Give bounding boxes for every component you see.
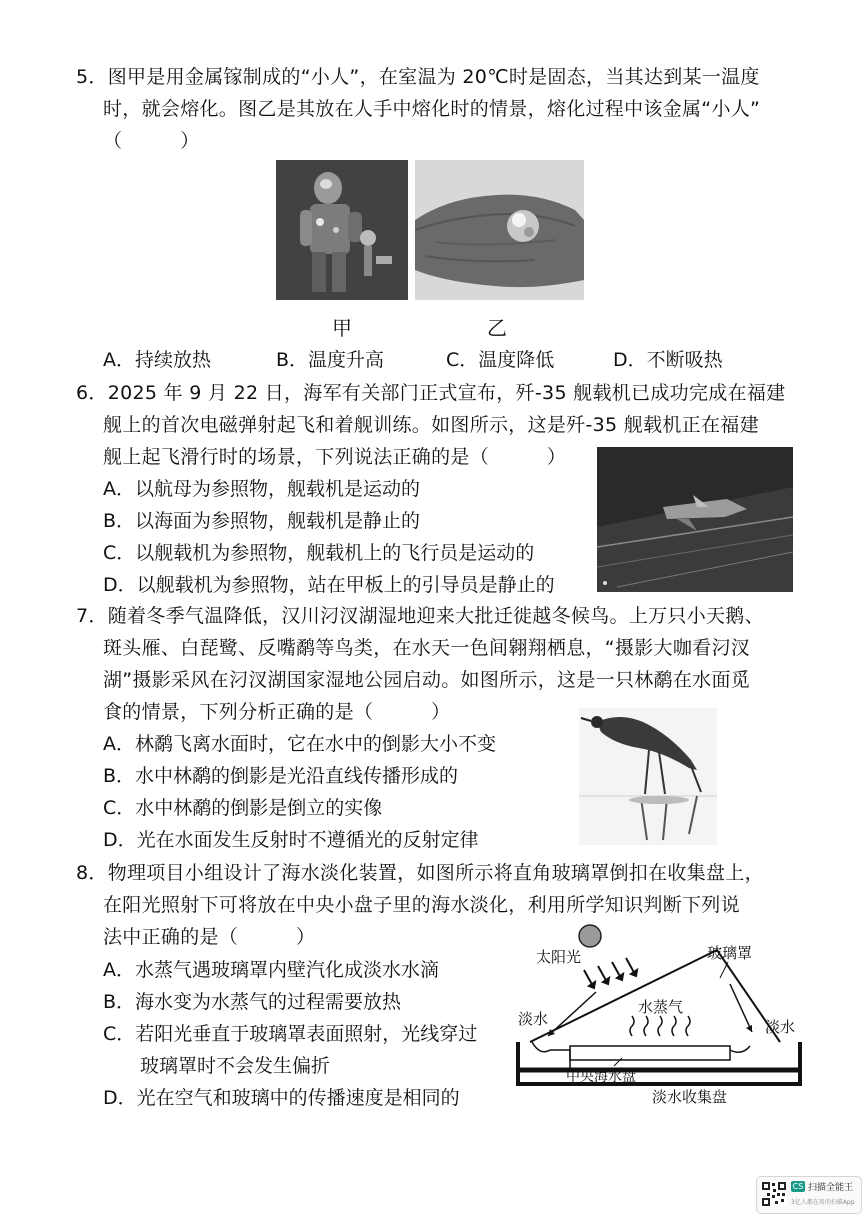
carrier-jet-photo [597, 447, 793, 592]
q8-option-c-continued: 玻璃罩时不会发生偏折 [140, 1055, 331, 1077]
q6-option-b[interactable]: B．以海面为参照物，舰载机是静止的 [103, 510, 421, 532]
q5-option-c[interactable]: C．温度降低 [446, 349, 555, 371]
q8-option-d[interactable]: D．光在空气和玻璃中的传播速度是相同的 [103, 1087, 460, 1109]
desalination-diagram [510, 920, 810, 1110]
q7-stem-line3: 湖”摄影采风在汈汊湖国家湿地公园启动。如图所示，这是一只林鹬在水面觅 [103, 669, 751, 691]
q7-option-c[interactable]: C．水中林鹬的倒影是倒立的实像 [103, 797, 383, 819]
q6-stem-line2: 舰上的首次电磁弹射起飞和着舰训练。如图所示，这是歼-35 舰载机正在福建 [103, 414, 759, 436]
qr-code-icon [761, 1181, 787, 1207]
q6-option-a[interactable]: A．以航母为参照物，舰载机是运动的 [103, 478, 420, 500]
q5-answer-blank: （ ） [103, 130, 200, 152]
q8-option-c[interactable]: C．若阳光垂直于玻璃罩表面照射，光线穿过 [103, 1023, 478, 1045]
q8-stem-line2: 在阳光照射下可将放在中央小盘子里的海水淡化，利用所学知识判断下列说 [103, 894, 740, 916]
q6-option-d[interactable]: D．以舰载机为参照物，站在甲板上的引导员是静止的 [103, 574, 555, 596]
q7-option-b[interactable]: B．水中林鹬的倒影是光沿直线传播形成的 [103, 765, 459, 787]
label-vapor: 水蒸气 [638, 998, 684, 1016]
q6-option-c[interactable]: C．以舰载机为参照物，舰载机上的飞行员是运动的 [103, 542, 535, 564]
sandpiper-reflection-photo [579, 708, 717, 845]
sunlight-arrows [584, 958, 637, 988]
brand-icon: CS [792, 1182, 804, 1191]
q7-stem-line2: 斑头雁、白琵鹭、反嘴鹬等鸟类，在水天一色间翱翔栖息，“摄影大咖看汈汊 [103, 637, 751, 659]
badge-title: 扫描全能王 [808, 1183, 854, 1193]
gallium-figure-photo [276, 160, 408, 300]
scanner-watermark-badge [756, 1176, 862, 1214]
badge-subtitle: 3亿人都在用的扫描App [791, 1199, 855, 1206]
q8-stem-line3: 法中正确的是（ ） [103, 926, 316, 948]
q7-stem-line1: 7．随着冬季气温降低，汉川汈汊湖湿地迎来大批迁徙越冬候鸟。上万只小天鹅、 [76, 605, 764, 627]
q8-option-b[interactable]: B．海水变为水蒸气的过程需要放热 [103, 991, 402, 1013]
q5-option-b[interactable]: B．温度升高 [276, 349, 385, 371]
q7-option-a[interactable]: A．林鹬飞离水面时，它在水中的倒影大小不变 [103, 733, 496, 755]
q8-stem-line1: 8．物理项目小组设计了海水淡化装置，如图所示将直角玻璃罩倒扣在收集盘上， [76, 862, 764, 884]
q7-stem-line4: 食的情景，下列分析正确的是（ ） [103, 701, 451, 723]
q5-stem-line2: 时，就会熔化。图乙是其放在人手中熔化时的情景，熔化过程中该金属“小人” [103, 98, 761, 120]
label-collector-tray: 淡水收集盘 [652, 1088, 728, 1106]
figure-caption-yi: 乙 [487, 316, 507, 340]
melting-in-hand-photo [415, 160, 584, 300]
vapor-arrows [630, 1016, 690, 1036]
q5-option-d[interactable]: D．不断吸热 [613, 349, 723, 371]
q5-stem-line1: 5．图甲是用金属镓制成的“小人”，在室温为 20℃时是固态，当其达到某一温度 [76, 66, 760, 88]
q6-stem-line1: 6．2025 年 9 月 22 日，海军有关部门正式宣布，歼-35 舰载机已成功完成在福建 [76, 382, 786, 404]
label-center-dish: 中央海水盘 [566, 1069, 636, 1085]
label-sunlight: 太阳光 [536, 948, 582, 966]
label-glass-cover: 玻璃罩 [707, 944, 753, 962]
q6-stem-line3: 舰上起飞滑行时的场景，下列说法正确的是（ ） [103, 446, 567, 468]
q5-option-a[interactable]: A．持续放热 [103, 349, 211, 371]
label-fresh-water-right: 淡水 [765, 1018, 796, 1036]
q7-option-d[interactable]: D．光在水面发生反射时不遵循光的反射定律 [103, 829, 479, 851]
q8-option-a[interactable]: A．水蒸气遇玻璃罩内壁汽化成淡水水滴 [103, 959, 439, 981]
sun-icon [579, 925, 601, 947]
figure-caption-jia: 甲 [332, 316, 352, 340]
label-fresh-water-left: 淡水 [518, 1010, 549, 1028]
